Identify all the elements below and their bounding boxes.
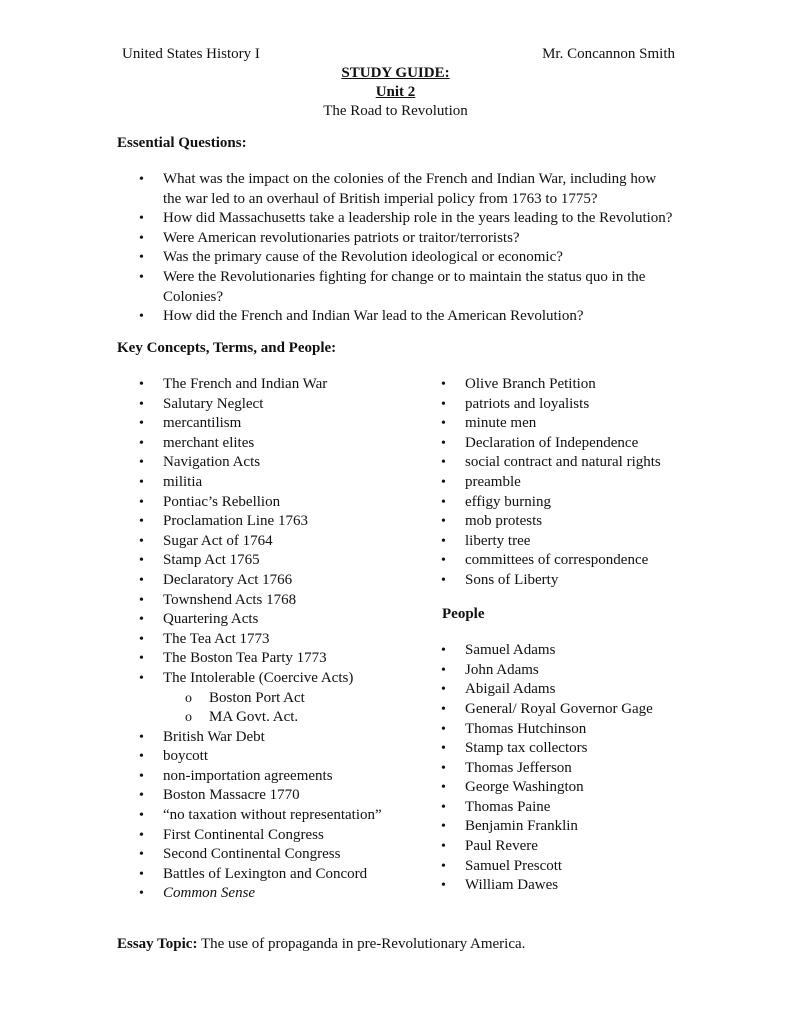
bullet-icon: • [441, 643, 446, 659]
intolerable-acts-sublist [117, 689, 407, 728]
list-item-text: merchant elites [163, 434, 255, 451]
bullet-icon: • [441, 682, 446, 698]
essential-questions-list [117, 170, 677, 327]
bullet-icon: • [139, 808, 144, 824]
list-item [419, 414, 699, 434]
list-item [419, 641, 699, 661]
bullet-icon: • [139, 377, 144, 392]
list-item-text: Samuel Prescott [465, 857, 563, 874]
bullet-icon: • [441, 533, 446, 549]
list-item [117, 865, 407, 885]
list-item-text: Abigail Adams [465, 681, 556, 698]
bullet-icon: • [441, 780, 446, 796]
essay-topic-label: Essay Topic: [117, 936, 198, 952]
list-item [419, 375, 699, 395]
list-item [419, 571, 699, 591]
list-item: • Was the primary cause of the Revolution ideological or economic? [117, 248, 677, 268]
bullet-icon: • [441, 572, 446, 588]
list-item [117, 532, 407, 552]
list-item-text: Stamp tax collectors [465, 740, 588, 757]
bullet-icon: • [139, 729, 144, 745]
list-item [419, 680, 699, 700]
list-item [117, 571, 407, 591]
list-item [117, 669, 407, 689]
list-item-text: preamble [465, 473, 521, 490]
list-item-text: boycott [163, 748, 208, 765]
list-item-text: patriots and loyalists [465, 395, 590, 412]
bullet-icon: • [441, 858, 446, 874]
list-item [117, 649, 407, 669]
bullet-icon: • [441, 878, 446, 894]
list-item [419, 817, 699, 837]
list-item [419, 551, 699, 571]
list-item [419, 798, 699, 818]
bullet-icon: • [139, 230, 144, 246]
list-item: • How did the French and Indian War lead to the American Revolution? [117, 307, 677, 327]
list-item [117, 493, 407, 513]
list-item [117, 767, 407, 787]
bullet-icon: • [139, 435, 144, 451]
bullet-icon: • [139, 572, 144, 588]
bullet-icon: • [441, 494, 446, 510]
bullet-icon: • [139, 847, 144, 863]
list-item-text: Second Continental Congress [163, 846, 341, 863]
list-item [419, 453, 699, 473]
list-item-text: MA Govt. Act. [209, 709, 299, 726]
list-item-text: Battles of Lexington and Concord [163, 865, 368, 882]
list-item-text: Thomas Paine [465, 798, 551, 815]
list-item-text: The Boston Tea Party 1773 [163, 650, 327, 667]
bullet-icon: • [139, 533, 144, 549]
list-item-text: Pontiac’s Rebellion [163, 493, 281, 510]
list-item [117, 826, 407, 846]
list-item-text: Stamp Act 1765 [163, 552, 260, 569]
bullet-icon: • [139, 494, 144, 510]
list-item-text: “no taxation without representation” [163, 807, 382, 824]
essay-topic-text: The use of propaganda in pre-Revolutionary America. [200, 936, 526, 952]
document-title: STUDY GUIDE: [341, 65, 450, 81]
bullet-icon: • [139, 309, 144, 325]
list-item: • What was the impact on the colonies of the French and Indian War, including how the war led to an overhaul of British imperial policy from 1763 to 1775? [139, 171, 657, 207]
bullet-icon: • [139, 631, 144, 647]
list-item [117, 806, 407, 826]
bullet-icon: • [441, 760, 446, 776]
key-concepts-list-left [117, 375, 407, 689]
list-item: • Were the Revolutionaries fighting for change or to maintain the status quo in the Colonies? [139, 268, 646, 305]
list-item-text: First Continental Congress [163, 826, 324, 843]
list-item [117, 728, 407, 748]
course-title: United States History I [122, 46, 260, 62]
essay-topic [117, 935, 525, 955]
bullet-icon: • [441, 553, 446, 569]
key-concepts-heading: Key Concepts, Terms, and People: [117, 340, 337, 356]
list-item-text: Sugar Act of 1764 [163, 532, 273, 549]
list-item-text: non-importation agreements [163, 767, 333, 784]
bullet-icon: • [139, 886, 144, 902]
key-concepts-list-right [419, 375, 699, 591]
bullet-icon: • [441, 839, 446, 855]
bullet-icon: • [441, 377, 446, 392]
list-item-text: The Intolerable (Coercive Acts) [163, 669, 354, 686]
bullet-icon: • [139, 396, 144, 412]
list-item [117, 414, 407, 434]
bullet-icon: • [139, 827, 144, 843]
bullet-icon: o [185, 710, 192, 726]
bullet-icon: • [139, 749, 144, 765]
list-item-text: liberty tree [465, 532, 531, 549]
list-item-text: John Adams [465, 661, 539, 678]
list-item-text: effigy burning [465, 493, 551, 510]
list-item-text: General/ Royal Governor Gage [465, 700, 653, 717]
list-item: • How did Massachusetts take a leadership role in the years leading to the Revolution? [117, 209, 677, 229]
list-item-text: social contract and natural rights [465, 454, 661, 471]
unit-label: Unit 2 [375, 84, 416, 100]
bullet-icon: • [139, 514, 144, 530]
list-item [117, 512, 407, 532]
list-item [419, 759, 699, 779]
unit-subtitle: The Road to Revolution [323, 103, 468, 119]
bullet-icon: • [139, 553, 144, 569]
list-item [117, 453, 407, 473]
list-item-text: The French and Indian War [163, 376, 328, 392]
list-item [117, 434, 407, 454]
bullet-icon: • [139, 651, 144, 667]
list-item-text: Quartering Acts [163, 611, 259, 628]
list-item [419, 857, 699, 877]
list-item-text: George Washington [465, 779, 584, 796]
bullet-icon: • [441, 701, 446, 717]
bullet-icon: • [441, 435, 446, 451]
bullet-icon: • [139, 612, 144, 628]
list-item-text: Sons of Liberty [465, 571, 559, 588]
list-item [419, 395, 699, 415]
list-item [419, 493, 699, 513]
list-item [117, 689, 407, 709]
list-item-text: militia [163, 473, 203, 490]
essential-questions-heading: Essential Questions: [117, 135, 247, 151]
list-item-text: British War Debt [163, 728, 265, 745]
list-item [419, 700, 699, 720]
list-item-text: Proclamation Line 1763 [163, 513, 308, 530]
bullet-icon: • [441, 721, 446, 737]
bullet-icon: • [441, 662, 446, 678]
bullet-icon: • [441, 416, 446, 432]
bullet-icon: • [139, 269, 144, 285]
list-item [419, 661, 699, 681]
bullet-icon: • [139, 416, 144, 432]
key-concepts-list-left-continued [117, 728, 407, 885]
bullet-icon: • [139, 768, 144, 784]
list-item [117, 747, 407, 767]
list-item [419, 739, 699, 759]
bullet-icon: • [139, 172, 144, 187]
list-item [419, 876, 699, 896]
list-item-text: Salutary Neglect [163, 395, 264, 412]
list-item-text: Boston Port Act [209, 689, 305, 706]
list-item-text: Navigation Acts [163, 454, 261, 471]
bullet-icon: • [441, 396, 446, 412]
list-item [419, 434, 699, 454]
key-concepts-list-left-last [117, 884, 407, 904]
list-item [117, 845, 407, 865]
list-item [117, 884, 407, 904]
bullet-icon: • [441, 819, 446, 835]
bullet-icon: • [139, 788, 144, 804]
list-item-text: Boston Massacre 1770 [163, 787, 300, 804]
list-item [419, 778, 699, 798]
list-item [117, 708, 407, 728]
list-item-text: mercantilism [163, 415, 242, 432]
list-item-text: minute men [465, 415, 537, 432]
key-concepts-right-column [419, 375, 699, 896]
list-item [419, 837, 699, 857]
bullet-icon: • [441, 455, 446, 471]
list-item-text: Thomas Hutchinson [465, 720, 587, 737]
bullet-icon: o [185, 690, 192, 706]
list-item-text: Samuel Adams [465, 642, 556, 659]
list-item-text: Declaratory Act 1766 [163, 571, 293, 588]
list-item [117, 375, 407, 395]
bullet-icon: • [139, 211, 144, 227]
common-sense-item: Common Sense [163, 885, 256, 902]
list-item [419, 473, 699, 493]
list-item [117, 591, 407, 611]
list-item [117, 395, 407, 415]
key-concepts-left-column [117, 375, 407, 904]
title-block [0, 64, 791, 121]
bullet-icon: • [441, 799, 446, 815]
list-item [117, 610, 407, 630]
list-item [419, 532, 699, 552]
bullet-icon: • [139, 455, 144, 471]
list-item [117, 630, 407, 650]
list-item [117, 551, 407, 571]
bullet-icon: • [139, 866, 144, 882]
bullet-icon: • [441, 514, 446, 530]
list-item-text: mob protests [465, 513, 543, 530]
list-item-text: Declaration of Independence [465, 434, 639, 451]
list-item [117, 786, 407, 806]
list-item-text: committees of correspondence [465, 552, 649, 569]
list-item-text: The Tea Act 1773 [163, 630, 270, 647]
list-item [419, 512, 699, 532]
list-item [419, 720, 699, 740]
bullet-icon: • [139, 474, 144, 490]
people-list [419, 641, 699, 896]
list-item-text: William Dawes [465, 877, 559, 894]
list-item-text: Olive Branch Petition [465, 376, 596, 392]
list-item-text: Benjamin Franklin [465, 818, 578, 835]
bullet-icon: • [441, 741, 446, 757]
bullet-icon: • [139, 592, 144, 608]
bullet-icon: • [441, 474, 446, 490]
list-item-text: Thomas Jefferson [465, 759, 572, 776]
list-item-text: Paul Revere [465, 838, 538, 855]
list-item-text: Townshend Acts 1768 [163, 591, 297, 608]
teacher-name: Mr. Concannon Smith [542, 46, 675, 62]
list-item [117, 473, 407, 493]
people-heading: People [442, 605, 485, 622]
bullet-icon: • [139, 250, 144, 266]
list-item: • Were American revolutionaries patriots or traitor/terrorists? [117, 229, 677, 249]
bullet-icon: • [139, 670, 144, 686]
